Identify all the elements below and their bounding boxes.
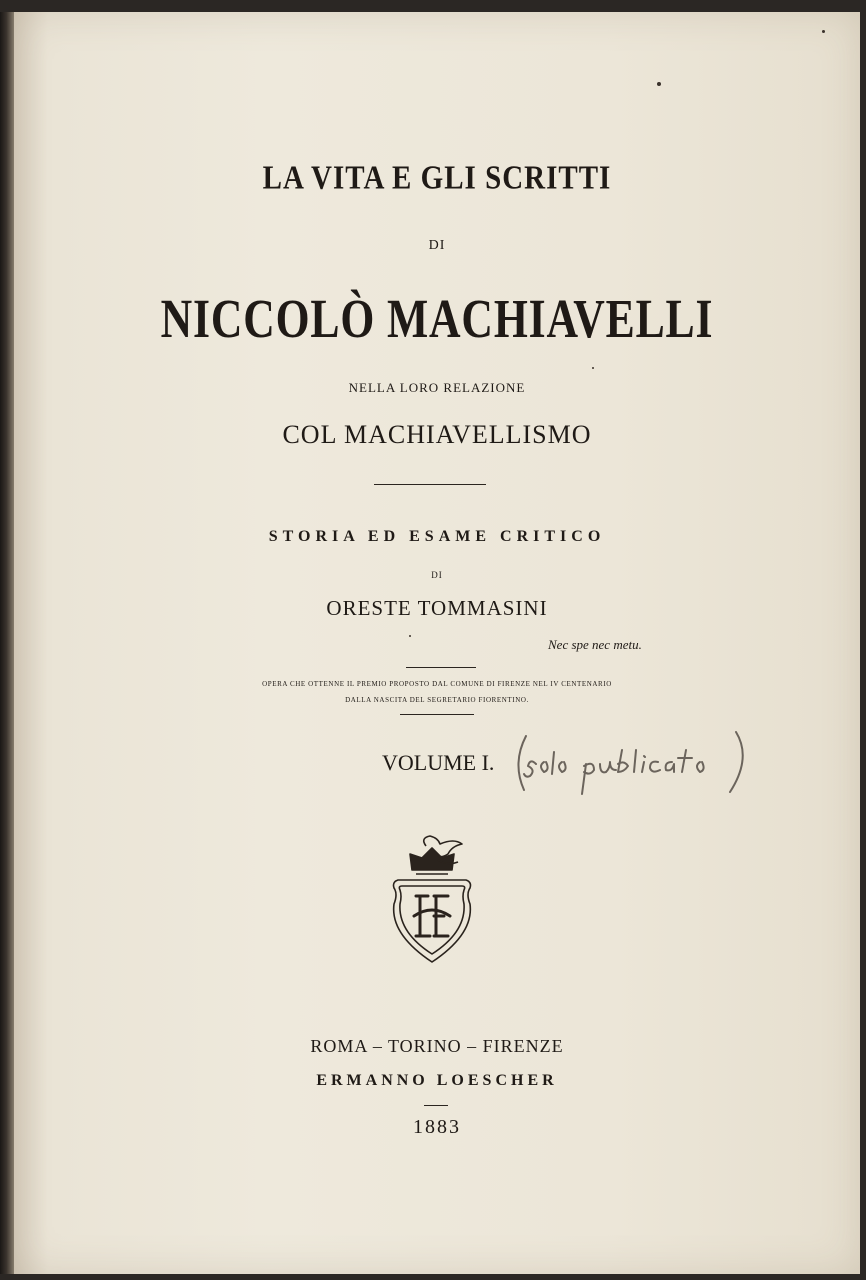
prize-note-line-2: DALLA NASCITA DEL SEGRETARIO FIORENTINO. [345, 696, 529, 704]
divider-rule [374, 484, 486, 485]
publication-year: 1883 [413, 1116, 461, 1138]
subject-line: COL MACHIAVELLISMO [282, 420, 592, 449]
handwritten-annotation [504, 728, 754, 798]
subtitle: STORIA ED ESAME CRITICO [268, 528, 606, 545]
divider-rule [406, 667, 476, 668]
publisher-name: ERMANNO LOESCHER [316, 1072, 558, 1089]
di-text: DI [428, 238, 446, 253]
book-title: LA VITA E GLI SCRITTI [262, 159, 612, 197]
prize-note-line-1: OPERA CHE OTTENNE IL PREMIO PROPOSTO DAL COMUNE DI FIRENZE NEL IV CENTENARIO [262, 680, 612, 688]
publication-cities: ROMA – TORINO – FIRENZE [310, 1036, 564, 1056]
printers-mark-emblem [386, 834, 478, 970]
di-text: DI [431, 570, 443, 580]
subject-name: NICCOLÒ MACHIAVELLI [160, 289, 714, 350]
author-name: ORESTE TOMMASINI [326, 596, 548, 620]
motto: Nec spe nec metu. [548, 637, 642, 652]
volume-label: VOLUME I. [382, 750, 495, 775]
title-page [14, 12, 860, 1274]
divider-rule [400, 714, 474, 715]
relation-line: NELLA LORO RELAZIONE [348, 380, 526, 395]
divider-rule [424, 1105, 448, 1106]
